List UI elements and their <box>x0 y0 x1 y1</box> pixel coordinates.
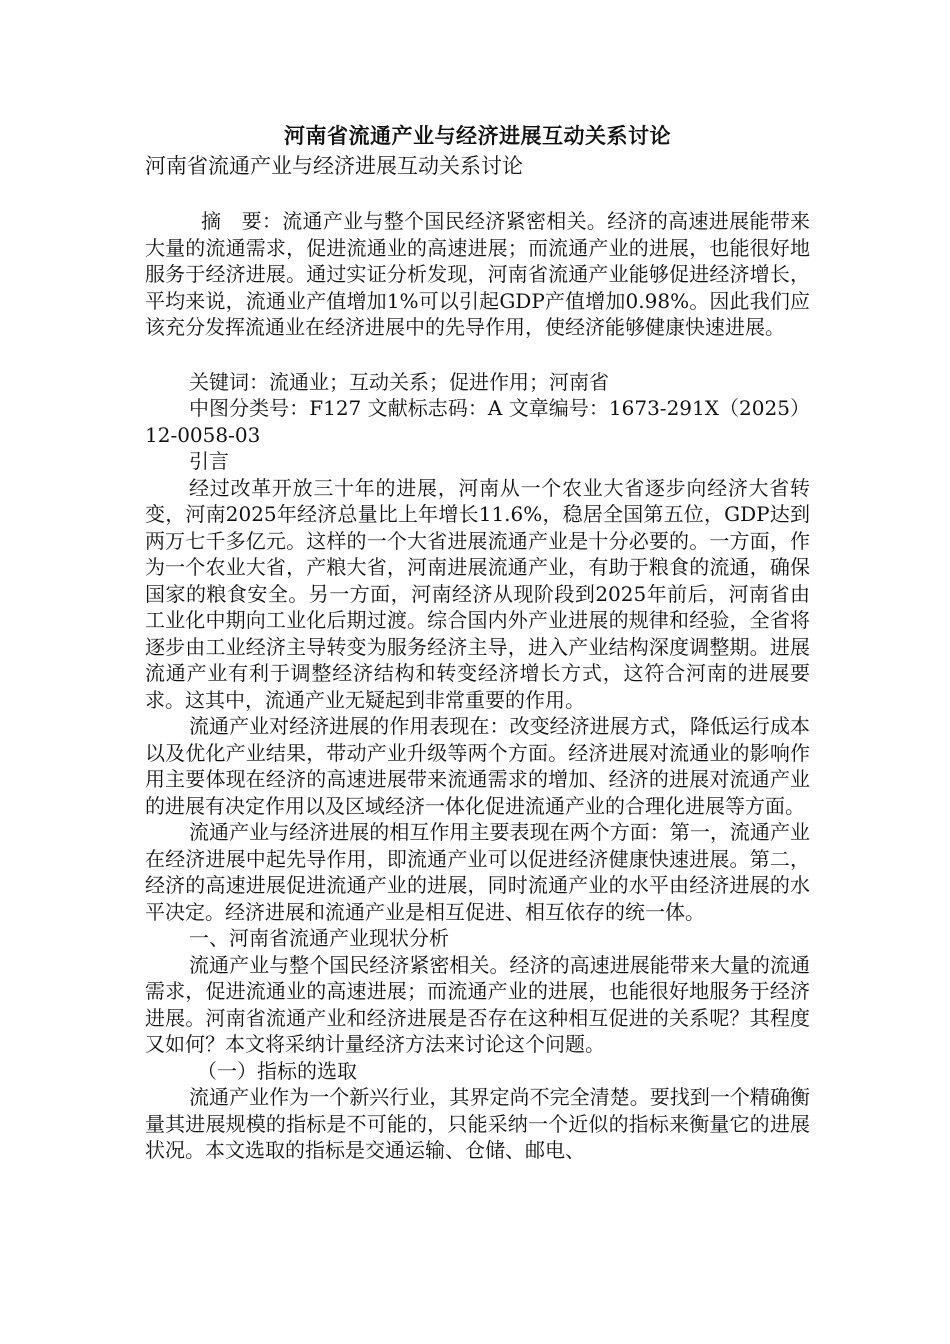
spacer <box>145 180 810 208</box>
intro-paragraph-2: 流通产业对经济进展的作用表现在：改变经济进展方式，降低运行成本以及优化产业结果，带动产业升级等两个方面。经济进展对流通业的影响作用主要体现在经济的高速进展带来流通需求的增加、经济的进展对流通产业的进展有决定作用以及区域经济一体化促进流通产业的合理化进展等方面。 <box>145 714 810 818</box>
document-subtitle: 河南省流通产业与经济进展互动关系讨论 <box>145 154 523 178</box>
spacer <box>145 341 810 369</box>
keywords-line: 关键词：流通业；互动关系；促进作用；河南省 <box>189 369 609 394</box>
section-1-paragraph: 流通产业与整个国民经济紧密相关。经济的高速进展能带来大量的流通需求，促进流通业的高速进展；而流通产业的进展，也能很好地服务于经济进展。河南省流通产业和经济进展是否存在这种相互促进的关系呢？其程度又如何？本文将采纳计量经济方法来讨论这个问题。 <box>145 952 810 1056</box>
intro-heading: 引言 <box>189 449 229 473</box>
intro-paragraph-3: 流通产业与经济进展的相互作用主要表现在两个方面：第一，流通产业在经济进展中起先导作用，即流通产业可以促进经济健康快速进展。第二，经济的高速进展促进流通产业的进展，同时流通产业的水平由经济进展的水平决定。经济进展和流通产业是相互促进、相互依存的统一体。 <box>145 820 810 924</box>
intro-paragraph-1: 经过改革开放三十年的进展，河南从一个农业大省逐步向经济大省转变，河南2025年经济总量比上年增长11.6%，稳居全国第五位，GDP达到两万七千多亿元。这样的一个大省进展流通产业是十分必要的。一方面，作为一个农业大省，产粮大省，河南进展流通产业，有助于粮食的流通，确保国家的粮食安全。另一方面，河南经济从现阶段到2025年前后，河南省由工业化中期向工业化后期过渡。综合国内外产业进展的规律和经验，全省将逐步由工业经济主导转变为服务经济主导，进入产业结构深度调整期。进展流通产业有利于调整经济结构和转变经济增长方式，这符合河南的进展要求。这其中，流通产业无疑起到非常重要的作用。 <box>145 475 810 712</box>
classification-line: 中图分类号：F127 文献标志码：A 文章编号：1673-291X（2025）12-0058-03 <box>145 396 810 447</box>
document-title: 河南省流通产业与经济进展互动关系讨论 <box>284 123 671 148</box>
subsection-1-paragraph: 流通产业作为一个新兴行业，其界定尚不完全清楚。要找到一个精确衡量其进展规模的指标是不可能的，只能采纳一个近似的指标来衡量它的进展状况。本文选取的指标是交通运输、仓储、邮电、 <box>145 1085 810 1162</box>
document-page <box>145 120 810 1164</box>
abstract-paragraph: 摘 要：流通产业与整个国民经济紧密相关。经济的高速进展能带来大量的流通需求，促进流通业的高速进展；而流通产业的进展，也能很好地服务于经济进展。通过实证分析发现，河南省流通产业能够促进经济增长，平均来说，流通业产值增加1%可以引起GDP产值增加0.98%。因此我们应该充分发挥流通业在经济进展中的先导作用，使经济能够健康快速进展。 <box>145 209 810 339</box>
section-heading-1: 一、河南省流通产业现状分析 <box>189 926 449 950</box>
subsection-heading-1: （一）指标的选取 <box>197 1058 357 1083</box>
